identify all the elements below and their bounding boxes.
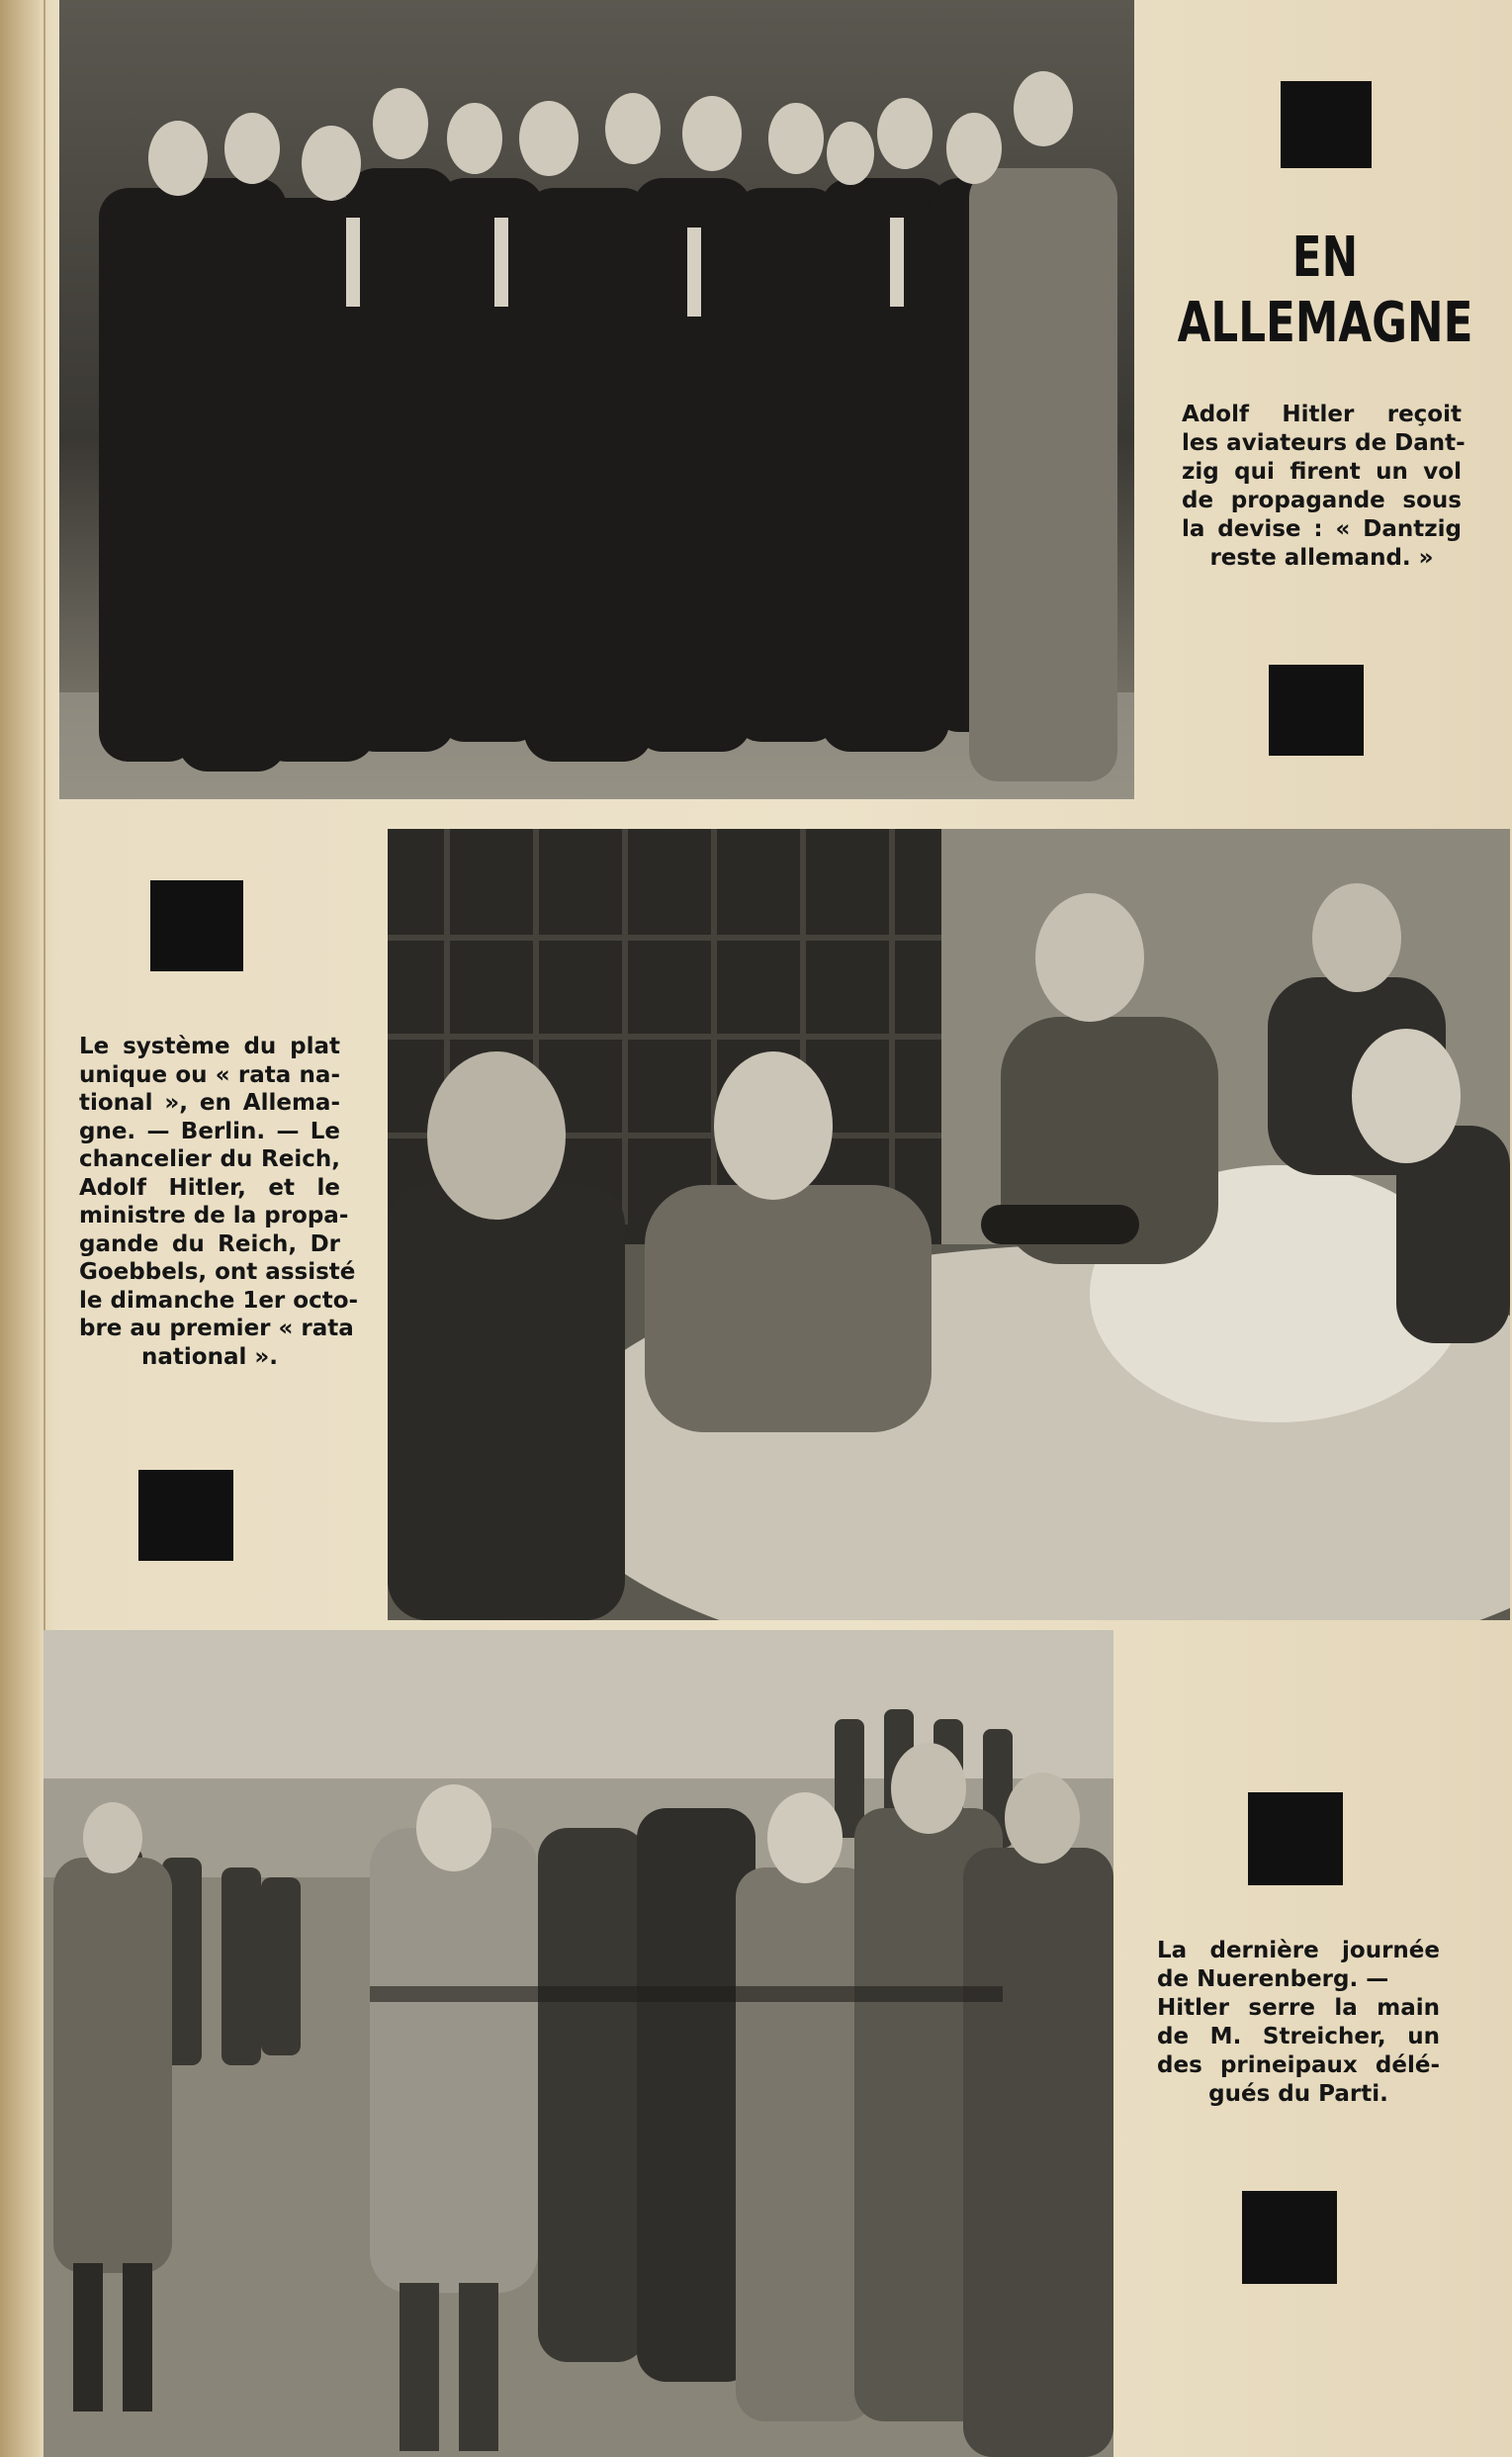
- photo-rata-national-image: [388, 829, 1510, 1620]
- caption-line: Le système du plat: [79, 1034, 340, 1059]
- decorative-square-6: [1242, 2191, 1337, 2284]
- photo-aviators-group: [59, 0, 1134, 799]
- caption-line: gne. — Berlin. — Le: [79, 1118, 340, 1144]
- caption-line: unique ou « rata na-: [79, 1061, 340, 1088]
- caption-line: la devise : « Dantzig: [1182, 516, 1462, 542]
- page-binding: [0, 0, 40, 2457]
- caption-line: les aviateurs de Dant-: [1182, 430, 1466, 456]
- photo-aviators-group-image: [59, 0, 1134, 799]
- caption-line: gués du Parti.: [1208, 2081, 1388, 2107]
- caption-rata-national: [79, 1033, 359, 1371]
- decorative-square-3: [150, 880, 243, 971]
- caption-line: Goebbels, ont assisté: [79, 1259, 356, 1285]
- caption-line: gande du Reich, Dr: [79, 1230, 340, 1257]
- caption-line: de M. Streicher, un: [1157, 2024, 1440, 2049]
- caption-line: tional », en Allema-: [79, 1090, 340, 1116]
- decorative-square-4: [138, 1470, 233, 1561]
- caption-aviators: [1182, 401, 1466, 573]
- caption-line: La dernière journée: [1157, 1938, 1440, 1963]
- photo-nuerenberg-handshake: [44, 1630, 1113, 2457]
- caption-line: ministre de la propa-: [79, 1203, 349, 1228]
- photo-nuerenberg-image: [44, 1630, 1113, 2457]
- headline-line-1: EN: [1291, 226, 1359, 290]
- caption-line: chancelier du Reich,: [79, 1146, 340, 1172]
- caption-line: bre au premier « rata: [79, 1316, 354, 1341]
- caption-line: le dimanche 1er octo-: [79, 1287, 359, 1314]
- caption-line: Hitler serre la main: [1157, 1995, 1440, 2021]
- photo-rata-national: [388, 829, 1510, 1620]
- headline: [1171, 226, 1479, 356]
- caption-line: de propagande sous: [1182, 488, 1462, 513]
- caption-line: des prineipaux délé-: [1157, 2052, 1440, 2078]
- caption-line: Adolf Hitler, et le: [79, 1174, 340, 1201]
- decorative-square-2: [1269, 665, 1364, 756]
- headline-line-2: ALLEMAGNE: [1177, 291, 1473, 355]
- caption-line: zig qui firent un vol: [1182, 459, 1462, 485]
- caption-nuerenberg: [1157, 1937, 1440, 2109]
- decorative-square-5: [1248, 1792, 1343, 1885]
- caption-line: reste allemand. »: [1209, 545, 1434, 571]
- caption-line: national ».: [141, 1343, 278, 1370]
- decorative-square-1: [1281, 81, 1372, 168]
- caption-line: de Nuerenberg. —: [1157, 1966, 1389, 1992]
- caption-line: Adolf Hitler reçoit: [1182, 402, 1462, 427]
